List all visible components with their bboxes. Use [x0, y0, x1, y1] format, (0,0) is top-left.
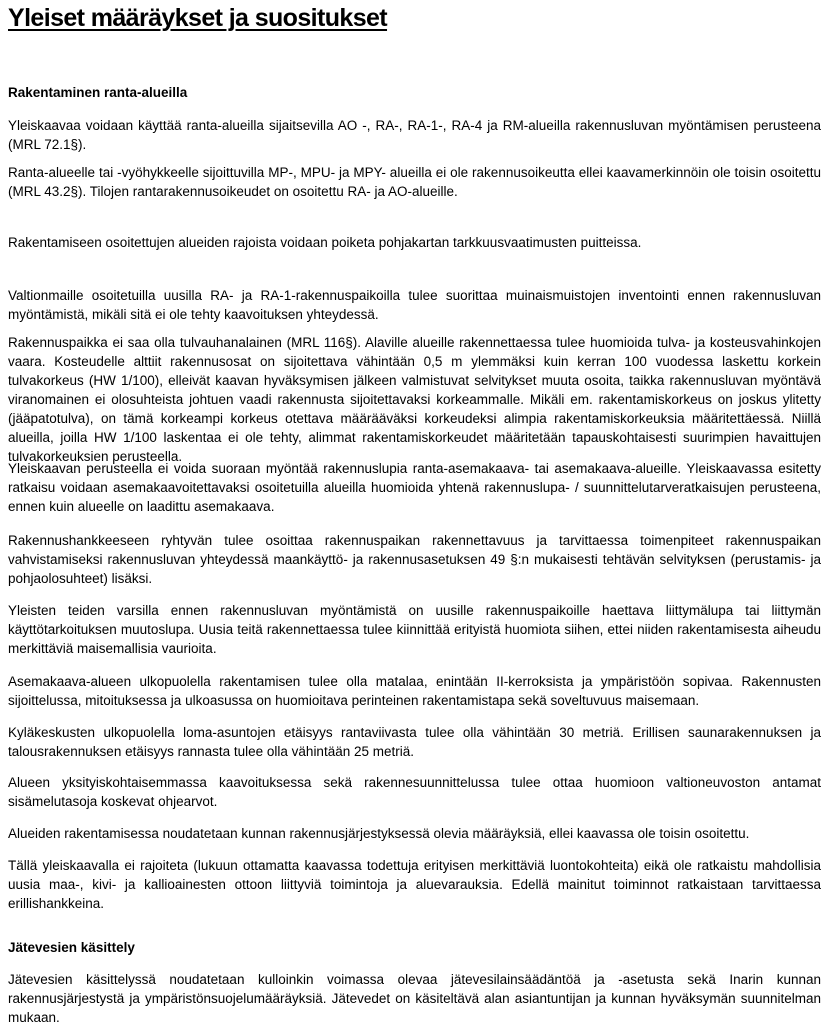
paragraph-shoreline-distance: Kyläkeskusten ulkopuolella loma-asuntojen etäisyys rantaviivasta tulee olla vähintään 30 metriä. Erillisen saunarakennuksen ja talousrakennuksen etäisyys rannasta tulee olla vähintään 25 metriä. — [8, 725, 821, 759]
paragraph-shore-general-plan: Yleiskaavaa voidaan käyttää ranta-alueilla sijaitsevilla AO -, RA-, RA-1-, RA-4 ja RM-alueilla rakennusluvan myöntämisen perusteena (MRL 72.1§). — [8, 118, 821, 152]
paragraph-building-height: Asemakaava-alueen ulkopuolella rakentamisen tulee olla matalaa, enintään II-kerroksista ja ympäristöön sopivaa. Rakennusten sijoittelussa, mitoituksessa ja ulkoasussa on huomioitava perinteinen rakentamistapa sekä soveltuvuus maisemaan. — [8, 674, 821, 708]
paragraph-wastewater-treatment: Jätevesien käsittelyssä noudatetaan kulloinkin voimassa olevaa jätevesilainsäädäntöä ja -asetusta sekä Inarin kunnan rakennusjärjestystä ja ympäristönsuojelumääräyksiä. Jätevedet on käsiteltävä alan asiantuntijan ja kunnan hyväksymän suunnitelman mukaan. — [8, 972, 821, 1025]
paragraph-detailed-plan-areas: Yleiskaavan perusteella ei voida suoraan myöntää rakennuslupia ranta-asemakaava- tai asemakaava-alueille. Yleiskaavassa esitetty ratkaisu voidaan asemakaavoitettavaksi osoitetuilla alueilla huomioida yhtenä rakennuslupa- / suunnittelutarveratkaisujen perusteena, ennen kuin alueelle on laadittu asemakaava. — [8, 461, 821, 514]
paragraph-boundary-deviation: Rakentamiseen osoitettujen alueiden rajoista voidaan poiketa pohjakartan tarkkuusvaatimusten puitteissa. — [8, 235, 642, 250]
paragraph-building-ordinance: Alueiden rakentamisessa noudatetaan kunnan rakennusjärjestyksessä olevia määräyksiä, ellei kaavassa ole toisin osoitettu. — [8, 826, 750, 841]
paragraph-antiquities-inventory: Valtionmaille osoitetuilla uusilla RA- ja RA-1-rakennuspaikoilla tulee suorittaa muinaismuistojen inventointi ennen rakennusluvan myöntämistä, mikäli sitä ei ole tehty kaavoituksen yhteydessä. — [8, 288, 821, 322]
paragraph-noise-levels: Alueen yksityiskohtaisemmassa kaavoituksessa sekä rakennesuunnittelussa tulee ottaa huomioon valtioneuvoston antamat sisämelutasoja koskevat ohjearvot. — [8, 775, 821, 809]
paragraph-soil-extraction: Tällä yleiskaavalla ei rajoiteta (lukuun ottamatta kaavassa todettuja erityisen merkittäviä luontokohteita) eikä ole ratkaistu mahdollisia uusia maa-, kivi- ja kallioainesten ottoon liittyviä toimintoja ja aluevarauksia. Edellä mainitut toiminnot ratkaistaan tarvittaessa erillishankkeina. — [8, 858, 821, 911]
paragraph-road-access-permit: Yleisten teiden varsilla ennen rakennusluvan myöntämistä on uusille rakennuspaikoille haettava liittymälupa tai liittymän käyttötarkoituksen muutoslupa. Uusia teitä rakennettaessa tulee kiinnittää erityistä huomiota siihen, ettei niiden rakentamisesta aiheudu merkittäviä maisemallisia vaurioita. — [8, 603, 821, 656]
paragraph-shore-zone-mp-areas: Ranta-alueelle tai -vyöhykkeelle sijoittuvilla MP-, MPU- ja MPY- alueilla ei ole rakennusoikeutta ellei kaavamerkinnöin ole toisin osoitettu (MRL 43.2§). Tilojen rantarakennusoikeudet on osoitettu RA- ja AO-alueille. — [8, 165, 821, 199]
page-title: Yleiset määräykset ja suositukset — [8, 4, 388, 32]
paragraph-buildability: Rakennushankkeeseen ryhtyvän tulee osoittaa rakennuspaikan rakennettavuus ja tarvittaessa toimenpiteet rakennuspaikan vahvistamiseksi rakennusluvan yhteydessä maankäyttö- ja rakennusasetuksen 49 §:n mukaisesti tehtävän selvityksen (perustamis- ja pohjaolosuhteet) lisäksi. — [8, 533, 821, 586]
section-heading-wastewater: Jätevesien käsittely — [8, 940, 135, 955]
section-heading-shore-building: Rakentaminen ranta-alueilla — [8, 85, 188, 100]
paragraph-flood-risk: Rakennuspaikka ei saa olla tulvauhanalainen (MRL 116§). Alaville alueille rakennettaessa tulee huomioida tulva- ja kosteusvahinkojen vaara. Kosteudelle alttiit rakennusosat on sijoitettava vähintään 0,5 m ylemmäksi kuin kerran 100 vuodessa laskettu korkein tulvakorkeus (HW 1/100), elleivät kaavan hyväksymisen jälkeen valmistuvat selvitykset muuta osoita, taikka rakennusluvan myöntävä viranomainen ei olosuhteista johtuen vaadi rakennusta sijoitettavaksi korkeammalle. Mikäli em. rakentamiskorkeus on joskus ylitetty (jääpatotulva), on tämä korkeampi korkeus otettava määrääväksi korkeudeksi alimpia rakentamiskorkeuksia määritettäessä. Niillä alueilla, joilla HW 1/100 laskentaa ei ole tehty, alimmat rakentamiskorkeudet määritetään tapauskohtaisesti suurimpien havaittujen tulvakorkeuksien perusteella. — [8, 335, 821, 464]
